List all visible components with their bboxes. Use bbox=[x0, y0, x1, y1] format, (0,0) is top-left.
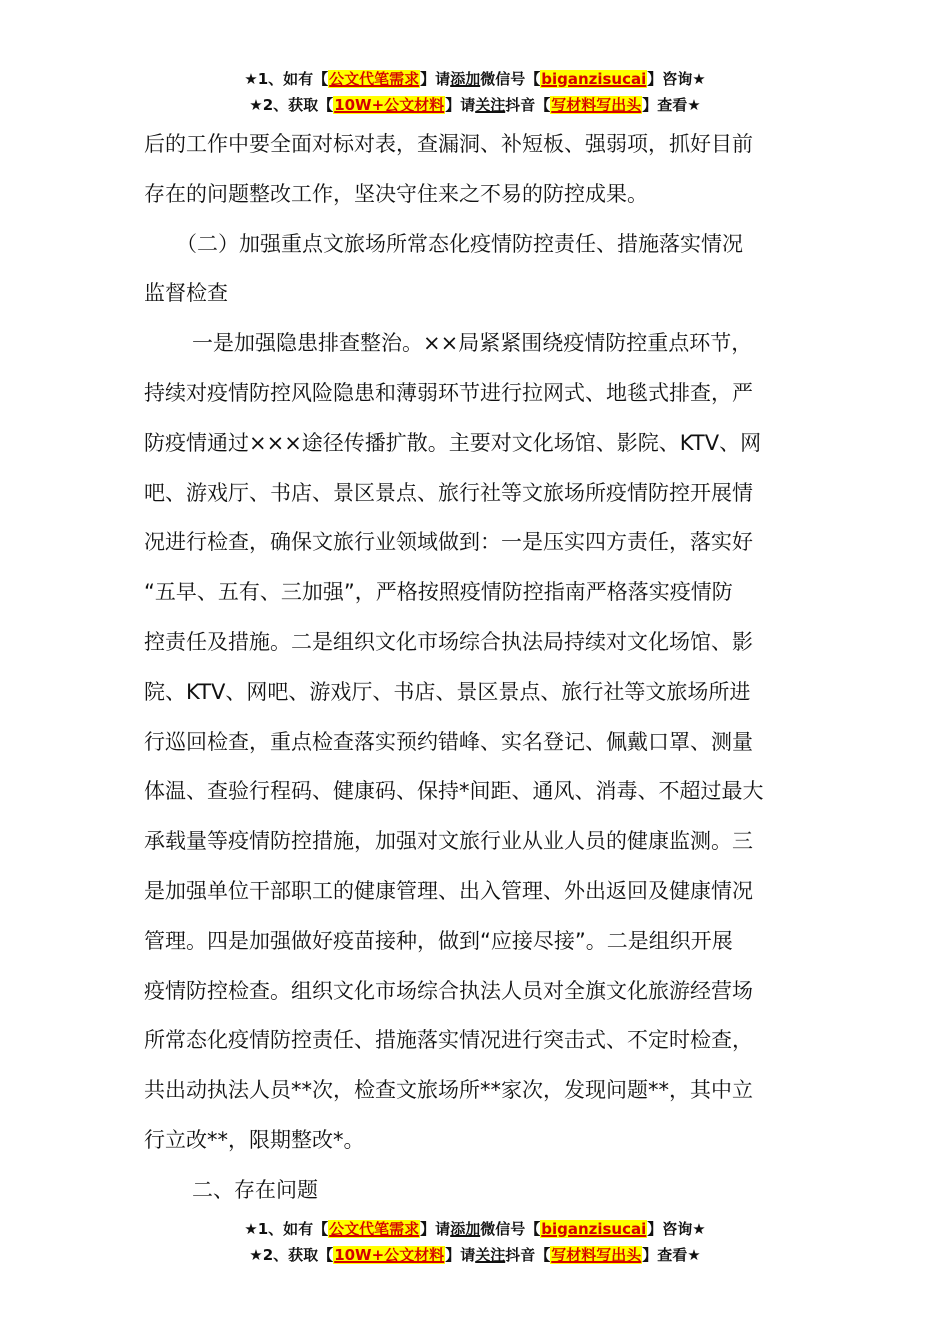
body-line: 行立改**，限期整改*。 bbox=[144, 1127, 365, 1152]
promo-banner-bottom bbox=[0, 1216, 950, 1268]
section-heading-problems: 二、存在问题 bbox=[192, 1177, 318, 1202]
highlight-wechat-id: biganzisucai bbox=[541, 70, 647, 88]
highlight-service: 公文代笔需求 bbox=[329, 70, 420, 88]
highlight-materials: 10W+公文材料 bbox=[334, 1246, 445, 1264]
document-body bbox=[144, 120, 809, 1216]
body-line: 存在的问题整改工作，坚决守住来之不易的防控成果。 bbox=[144, 181, 648, 206]
body-line: 共出动执法人员**次，检查文旅场所**家次，发现问题**，其中立 bbox=[144, 1078, 753, 1103]
highlight-wechat-id: biganzisucai bbox=[541, 1220, 647, 1238]
body-line: 承载量等疫情防控措施，加强对文旅行业从业人员的健康监测。三 bbox=[144, 829, 753, 854]
highlight-douyin: 写材料写出头 bbox=[551, 96, 642, 114]
section-heading-cont: 监督检查 bbox=[144, 281, 228, 306]
body-line: 防疫情通过×××途径传播扩散。主要对文化场馆、影院、KTV、网 bbox=[144, 430, 762, 455]
highlight-douyin: 写材料写出头 bbox=[551, 1246, 642, 1264]
highlight-service: 公文代笔需求 bbox=[329, 1220, 420, 1238]
highlight-materials: 10W+公文材料 bbox=[334, 96, 445, 114]
body-line: 疫情防控检查。组织文化市场综合执法人员对全旗文化旅游经营场 bbox=[144, 978, 753, 1003]
body-line: 后的工作中要全面对标对表，查漏洞、补短板、强弱项，抓好目前 bbox=[144, 132, 753, 156]
promo-line-2: ★2、获取【10W+公文材料】请关注抖音【写材料写出头】查看★ bbox=[249, 1246, 701, 1264]
promo-banner-top bbox=[0, 66, 950, 118]
paragraph-start: 一是加强隐患排查整治。××局紧紧围绕疫情防控重点环节， bbox=[192, 331, 753, 356]
body-line: 院、KTV、网吧、游戏厅、书店、景区景点、旅行社等文旅场所进 bbox=[144, 679, 751, 704]
section-heading: （二）加强重点文旅场所常态化疫情防控责任、措施落实情况 bbox=[176, 231, 743, 256]
promo-line-1: ★1、如有【公文代笔需求】请添加微信号【biganzisucai】咨询★ bbox=[244, 1220, 706, 1238]
body-line: 行巡回检查，重点检查落实预约错峰、实名登记、佩戴口罩、测量 bbox=[144, 729, 753, 754]
body-line: “五早、五有、三加强”，严格按照疫情防控指南严格落实疫情防 bbox=[144, 580, 733, 605]
body-line: 所常态化疫情防控责任、措施落实情况进行突击式、不定时检查， bbox=[144, 1028, 753, 1053]
body-line: 持续对疫情防控风险隐患和薄弱环节进行拉网式、地毯式排查，严 bbox=[144, 380, 753, 405]
body-line: 管理。四是加强做好疫苗接种，做到“应接尽接”。二是组织开展 bbox=[144, 928, 733, 953]
body-line: 是加强单位干部职工的健康管理、出入管理、外出返回及健康情况 bbox=[144, 878, 753, 903]
promo-line-1: ★1、如有【公文代笔需求】请添加微信号【biganzisucai】咨询★ bbox=[244, 70, 706, 88]
body-line: 吧、游戏厅、书店、景区景点、旅行社等文旅场所疫情防控开展情 bbox=[144, 480, 753, 505]
body-line: 况进行检查，确保文旅行业领域做到：一是压实四方责任，落实好 bbox=[144, 530, 753, 555]
body-line: 控责任及措施。二是组织文化市场综合执法局持续对文化场馆、影 bbox=[144, 629, 753, 654]
body-line: 体温、查验行程码、健康码、保持*间距、通风、消毒、不超过最大 bbox=[144, 779, 764, 804]
promo-line-2: ★2、获取【10W+公文材料】请关注抖音【写材料写出头】查看★ bbox=[249, 96, 701, 114]
